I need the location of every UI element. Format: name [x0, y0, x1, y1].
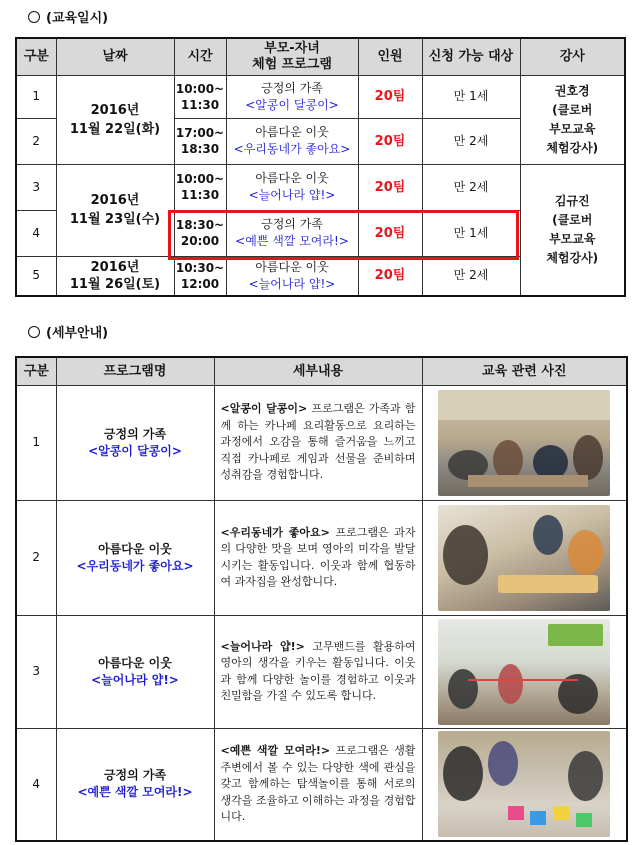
- instructor-cell: 김규진 (클로버 부모교육 체험강사): [520, 164, 625, 296]
- program-cell: [56, 500, 214, 615]
- program-cell: [56, 615, 214, 728]
- target-cell: 만 1세: [422, 75, 520, 118]
- photo-cell: [422, 500, 627, 615]
- table-row: [16, 500, 627, 615]
- detail-section-title: (세부안내): [28, 322, 108, 341]
- program-name: 긍정의 가족: [261, 80, 323, 95]
- detail-text-cell: <알콩이 달콩이> 프로그램은 가족과 함께 하는 카나페 요리활동으로 요리하는 과정에서 오감을 통해 즐거움을 느끼고 직접 카나페로 게임과 선물을 준비하며 성취감을 경험합니다.: [214, 385, 422, 500]
- education-photo: [438, 390, 610, 496]
- program-cell: [56, 385, 214, 500]
- education-photo: [438, 619, 610, 725]
- detail-text-cell: <우리동네가 좋아요> 프로그램은 과자의 다양한 맛을 보며 영아의 미각을 발달시키는 활동입니다. 이웃과 함께 협동하여 과자집을 완성합니다.: [214, 500, 422, 615]
- time-cell: 18:30~ 20:00: [174, 210, 226, 256]
- header-no: 구분: [16, 38, 56, 75]
- program-name: 아름다운 이웃: [255, 171, 329, 185]
- header-photo: 교육 관련 사진: [422, 357, 627, 385]
- program-name: 아름다운 이웃: [98, 541, 172, 556]
- date-cell: 2016년 11월 23일(수): [56, 164, 174, 256]
- table-row: [16, 728, 627, 841]
- program-cell: [226, 256, 358, 296]
- program-cell: [226, 118, 358, 164]
- program-name: 아름다운 이웃: [255, 125, 329, 139]
- row-no: 2: [16, 500, 56, 615]
- program-subtitle: <늘어나라 얍!>: [91, 672, 179, 687]
- time-cell: 17:00~ 18:30: [174, 118, 226, 164]
- people-cell: 20팀: [358, 256, 422, 296]
- target-cell: 만 2세: [422, 256, 520, 296]
- program-cell: [226, 164, 358, 210]
- table-row: [16, 75, 625, 118]
- row-no: 2: [16, 118, 56, 164]
- target-cell: 만 1세: [422, 210, 520, 256]
- program-name: 긍정의 가족: [103, 768, 167, 783]
- header-time: 시간: [174, 38, 226, 75]
- program-cell: [226, 210, 358, 256]
- row-no: 1: [16, 385, 56, 500]
- education-photo: [438, 505, 610, 611]
- row-no: 4: [16, 728, 56, 841]
- header-program-name: 프로그램명: [56, 357, 214, 385]
- photo-cell: [422, 728, 627, 841]
- date-cell: 2016년 11월 22일(화): [56, 75, 174, 164]
- program-name: 아름다운 이웃: [255, 259, 329, 274]
- program-subtitle: <우리동네가 좋아요>: [76, 558, 194, 573]
- target-cell: 만 2세: [422, 118, 520, 164]
- header-date: 날짜: [56, 38, 174, 75]
- time-cell: 10:00~ 11:30: [174, 164, 226, 210]
- circle-bullet-icon: [28, 326, 40, 338]
- photo-cell: [422, 615, 627, 728]
- row-no: 5: [16, 256, 56, 296]
- program-subtitle: <늘어나라 얍!>: [248, 276, 336, 291]
- schedule-table: [15, 37, 626, 297]
- table-row: [16, 615, 627, 728]
- people-cell: 20팀: [358, 164, 422, 210]
- row-no: 3: [16, 615, 56, 728]
- row-no: 3: [16, 164, 56, 210]
- program-subtitle: <알콩이 달콩이>: [245, 97, 339, 112]
- program-subtitle: <예쁜 색깔 모여라!>: [235, 234, 349, 248]
- program-name: 긍정의 가족: [103, 426, 167, 441]
- schedule-header-row: [16, 38, 625, 75]
- header-instructor: 강사: [520, 38, 625, 75]
- people-cell: 20팀: [358, 210, 422, 256]
- people-cell: 20팀: [358, 75, 422, 118]
- header-people: 인원: [358, 38, 422, 75]
- program-subtitle: <알콩이 달콩이>: [88, 443, 182, 458]
- table-row: [16, 164, 625, 210]
- photo-cell: [422, 385, 627, 500]
- header-program: 부모-자녀 체험 프로그램: [226, 38, 358, 75]
- detail-header-row: [16, 357, 627, 385]
- program-cell: [226, 75, 358, 118]
- row-no: 4: [16, 210, 56, 256]
- row-no: 1: [16, 75, 56, 118]
- target-cell: 만 2세: [422, 164, 520, 210]
- schedule-section-title: (교육일시): [28, 7, 108, 26]
- table-row: [16, 385, 627, 500]
- program-subtitle: <예쁜 색깔 모여라!>: [77, 785, 193, 800]
- program-name: 아름다운 이웃: [98, 655, 172, 670]
- education-photo: [438, 731, 610, 837]
- program-cell: [56, 728, 214, 841]
- detail-text-cell: <예쁜 색깔 모여라!> 프로그램은 생활 주변에서 볼 수 있는 다양한 색에 관심을 갖고 함께하는 탐색놀이를 통해 서로의 생각을 조율하고 이해하는 과정을 경험합니다.: [214, 728, 422, 841]
- program-subtitle: <우리동네가 좋아요>: [233, 142, 351, 156]
- time-cell: 10:00~ 11:30: [174, 75, 226, 118]
- detail-table: [15, 356, 628, 842]
- circle-bullet-icon: [28, 11, 40, 23]
- date-cell: 2016년 11월 26일(토): [56, 256, 174, 296]
- time-cell: 10:30~ 12:00: [174, 256, 226, 296]
- instructor-cell: 권호경 (클로버 부모교육 체험강사): [520, 75, 625, 164]
- people-cell: 20팀: [358, 118, 422, 164]
- header-no: 구분: [16, 357, 56, 385]
- program-name: 긍정의 가족: [261, 217, 323, 231]
- program-subtitle: <늘어나라 얍!>: [248, 188, 336, 202]
- header-detail: 세부내용: [214, 357, 422, 385]
- header-target: 신청 가능 대상: [422, 38, 520, 75]
- detail-text-cell: <늘어나라 얍!> 고무밴드를 활용하여 영아의 생각을 키우는 활동입니다. 이웃과 함께 다양한 놀이를 경험하고 이웃과 친밀함을 가질 수 있도록 합니다.: [214, 615, 422, 728]
